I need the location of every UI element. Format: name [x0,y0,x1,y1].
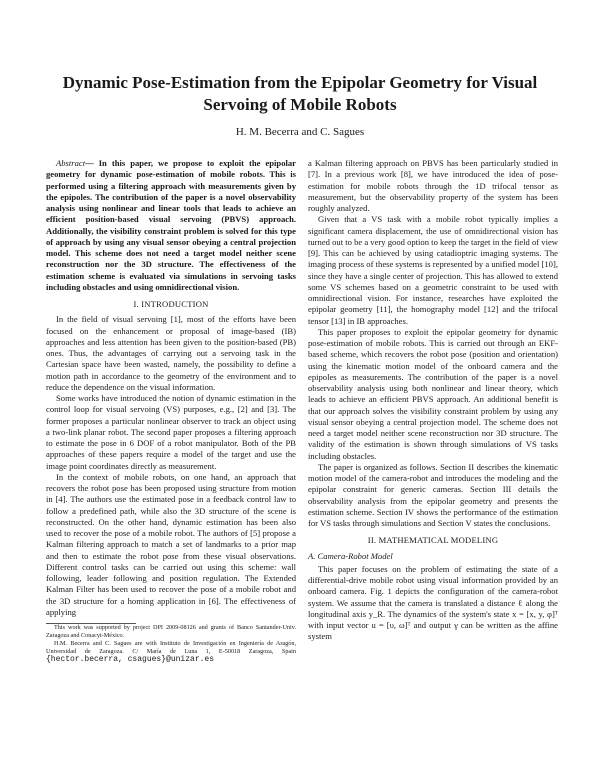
paragraph: In the field of visual servoing [1], most of the efforts have been focused on the enhancement or proposal of image-based (IB) approaches and less attention has been given to the position-based (PB) ones. Thus, the advantages of carrying out a servoing task in the Cartesian space have been wasted, namely, the possibility to define a motion path in accordance to the geometry of the environment and to reduce the dependence on the visual information. [46,314,296,392]
footnotes [46,624,296,664]
section-heading-modeling: II. MATHEMATICAL MODELING [367,535,499,546]
paragraph: Given that a VS task with a mobile robot typically implies a significant camera displacement, the use of omnidirectional vision has turned out to be a very good option to keep the target in the field of view [9]. This can be achieved by using catadioptric imaging systems. The imaging process of these systems is represented by a unified model [10], since they have a single center of projection. This has allowed to extend some VS schemes based on a geometric constraint to be used with omnidirectional vision. For instance, researches have exploited the epipolar geometry [11], the homography model [12] and the trifocal tensor [13] in IB approaches. [308,214,558,326]
footnote-funding: This work was supported by project DPI 2009-08126 and grants of Banco Santander-Univ. Zaragoza and Conacyt-México. [46,624,296,639]
right-column [308,158,558,643]
left-column [46,158,296,664]
abstract-text: — In this paper, we propose to exploit the epipolar geometry for dynamic pose-estimation of mobile robots. This is performed using a filtering approach with measurements given by the epipoles. The contribution of the paper is a novel observability analysis using nonlinear and linear tools that leads to achieve an efficient position-based visual servoing (PBVS) approach. Additionally, the visibility constraint problem is solved for this type of approach by using any visual sensor obeying a central projection model. This scheme does not need a target model neither scene reconstruction nor the 3D structure. The effectiveness of the estimation scheme is evaluated via simulations in servoing tasks including obstacles and using omnidirectional vision. [46,158,296,292]
footnote-affiliation [46,640,296,664]
paragraph: Some works have introduced the notion of dynamic estimation in the control loop for visual servoing (VS) purposes, e.g., [2] and [3]. The former proposes a particular nonlinear observer to track an object using a two-link planar robot. The second paper proposes a filtering approach to estimate the pose in 6 DOF of a robot manipulator. Both of the PB approaches of these papers require a model of the target and use the image point coordinates directly as measurement. [46,393,296,471]
paper-title: Dynamic Pose-Estimation from the Epipolar Geometry for Visual Servoing of Mobile Robots [62,73,538,114]
footnote-email: {hector.becerra, csagues}@unizar.es [46,655,215,664]
paragraph: This paper proposes to exploit the epipolar geometry for dynamic pose-estimation of mobile robots. This is carried out through an EKF-based scheme, which recovers the robot pose (position and orientation) using the kinematic motion model of the onboard camera and the epipoles as measurements. The contribution of the paper is a novel observability analysis using both nonlinear and linear theory, which leads to achieve an efficient PBVS approach. An additional benefit is that our approach solves the visibility constraint problem by using any visual sensor obeying a central projection model. The scheme does not need a target model neither scene reconstruction nor 3D structure. The validity of the estimation is shown through simulations of VS tasks including obstacles. [308,326,558,461]
section-heading-introduction: I. INTRODUCTION [133,299,209,309]
paragraph: a Kalman filtering approach on PBVS has been particularly studied in [7]. In a previous work [8], we have introduced the idea of pose-estimation for mobile robots through the 1D trifocal tensor as measurement, but the observability property of the system has been roughly analyzed. [308,158,558,213]
footnote-affiliation-text: H.M. Becerra and C. Sagues are with Instituto de Investigación en Ingeniería de Aragón, Universidad de Zaragoza. C/ María de Luna 1, E-50018 Zaragoza, Spain [46,640,296,655]
paragraph: The paper is organized as follows. Section II describes the kinematic motion model of the camera-robot and introduces the modeling and the epipolar constraint for generic cameras. Section III details the observability analysis from the epipolar geometry and presents the estimation scheme. Section IV shows the performance of the estimation for VS tasks through simulations and Section V states the conclusions. [308,461,558,528]
abstract-label: Abstract [56,158,86,168]
subsection-heading-camera-robot: A. Camera-Robot Model [308,550,393,561]
paper-authors: H. M. Becerra and C. Sagues [235,126,365,138]
paragraph: This paper focuses on the problem of estimating the state of a differential-drive mobile robot using visual information provided by an onboard camera. Fig. 1 depicts the configuration of the camera-robot system. We assume that the camera is translated a distance ℓ along the longitudinal axis y_R. The dynamics of the system's state x = [x, y, φ]ᵀ with input vector u = [υ, ω]ᵀ and output γ can be written as the affine system [308,563,558,642]
paragraph: In the context of mobile robots, on one hand, an approach that recovers the robot pose has been proposed using structure from motion in [4]. The authors use the estimated pose in a feedback control law to follow a predefined path, while also the 3D structure of the scene is reconstructed. On the other hand, dynamic estimation has been also used to recover the pose of a mobile robot. The authors of [5] propose a Kalman filtering approach to match a set of landmarks to a prior map and then to estimate the robot pose from these visual observations. Different control tasks can be carried out using this scheme: wall following, leader following and position regulation. The Extended Kalman Filter has been used to recover the pose of a mobile robot and the 3D structure for a homing application in [6]. The effectiveness of applying [46,471,296,617]
abstract [46,158,296,293]
